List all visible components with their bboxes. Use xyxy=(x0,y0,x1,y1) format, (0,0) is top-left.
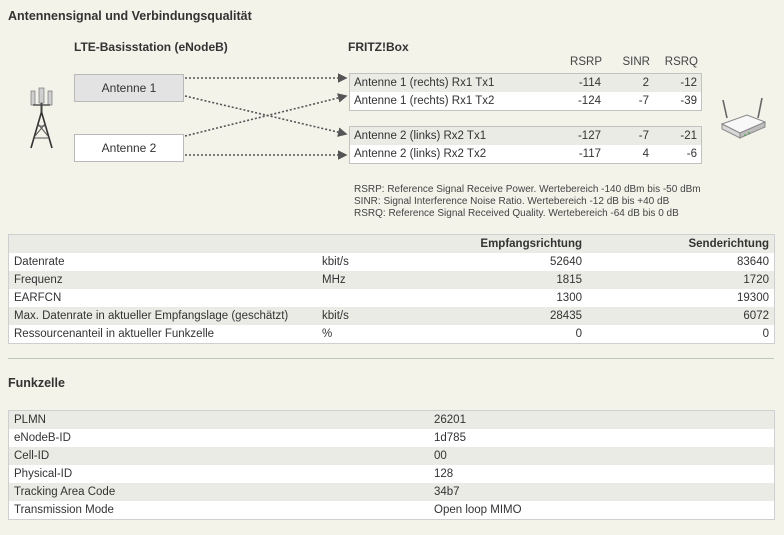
legend-rsrp: RSRP: Reference Signal Receive Power. Wertebereich -140 dBm bis -50 dBm xyxy=(354,184,701,195)
metric-legend xyxy=(354,184,701,220)
table-row xyxy=(9,325,774,343)
rx-row xyxy=(350,74,701,92)
enodeb-heading: LTE-Basisstation (eNodeB) xyxy=(74,40,228,54)
rx-row-label: Antenne 2 (links) Rx2 Tx1 xyxy=(354,130,487,142)
cell-value: 128 xyxy=(429,465,774,483)
cell-value: Open loop MIMO xyxy=(429,501,774,519)
section-title-signal: Antennensignal und Verbindungsqualität xyxy=(8,9,252,23)
rx-row-sinr: 4 xyxy=(642,148,649,160)
table-row xyxy=(9,447,774,465)
rx-row-sinr: -7 xyxy=(638,95,649,107)
rates-header-row xyxy=(9,235,774,253)
metric-header-sinr: SINR xyxy=(622,56,650,68)
rate-label: Max. Datenrate in aktueller Empfangslage (geschätzt) xyxy=(9,307,317,325)
enodeb-antenna-1: Antenne 1 xyxy=(74,74,184,102)
rates-table xyxy=(8,234,775,344)
cell-tower-icon xyxy=(26,86,58,150)
table-row xyxy=(9,253,774,271)
rates-header-tx: Senderichtung xyxy=(587,235,774,253)
rx-row xyxy=(350,92,701,110)
rate-tx: 1720 xyxy=(587,271,774,289)
rate-unit: % xyxy=(317,325,467,343)
enodeb-antenna-2: Antenne 2 xyxy=(74,134,184,162)
rate-unit xyxy=(317,289,467,307)
cell-value: 34b7 xyxy=(429,483,774,501)
cell-label: Transmission Mode xyxy=(9,501,429,519)
rate-unit: kbit/s xyxy=(317,253,467,271)
rx-row-sinr: 2 xyxy=(642,77,649,89)
metric-header-rsrq: RSRQ xyxy=(664,56,698,68)
cell-table xyxy=(8,410,775,520)
cell-label: eNodeB-ID xyxy=(9,429,429,447)
rx-row-sinr: -7 xyxy=(638,130,649,142)
cell-label: PLMN xyxy=(9,411,429,429)
cell-value: 1d785 xyxy=(429,429,774,447)
cell-value: 26201 xyxy=(429,411,774,429)
rx-row xyxy=(350,127,701,145)
rate-rx: 1300 xyxy=(467,289,587,307)
table-row xyxy=(9,307,774,325)
table-row xyxy=(9,501,774,519)
cell-label: Physical-ID xyxy=(9,465,429,483)
table-row xyxy=(9,483,774,501)
rx-row-label: Antenne 2 (links) Rx2 Tx2 xyxy=(354,148,487,160)
rates-header-rx: Empfangsrichtung xyxy=(467,235,587,253)
rate-tx: 83640 xyxy=(587,253,774,271)
cell-label: Tracking Area Code xyxy=(9,483,429,501)
rate-label: Datenrate xyxy=(9,253,317,271)
rx-row-rsrp: -124 xyxy=(577,95,601,107)
cell-value: 00 xyxy=(429,447,774,465)
fritzbox-heading: FRITZ!Box xyxy=(348,40,409,54)
rx-row-rsrq: -6 xyxy=(686,148,697,160)
cell-label: Cell-ID xyxy=(9,447,429,465)
rate-rx: 1815 xyxy=(467,271,587,289)
rate-rx: 0 xyxy=(467,325,587,343)
rate-tx: 6072 xyxy=(587,307,774,325)
rate-label: Ressourcenanteil in aktueller Funkzelle xyxy=(9,325,317,343)
table-row xyxy=(9,429,774,447)
table-row xyxy=(9,465,774,483)
rx-row-label: Antenne 1 (rechts) Rx1 Tx1 xyxy=(354,77,495,89)
antenna-connection-lines xyxy=(184,70,354,166)
rx-row-rsrp: -114 xyxy=(578,77,601,89)
table-row xyxy=(9,411,774,429)
rx-row-rsrp: -117 xyxy=(578,148,601,160)
table-row xyxy=(9,271,774,289)
table-row xyxy=(9,289,774,307)
rate-tx: 19300 xyxy=(587,289,774,307)
rx-row-rsrq: -21 xyxy=(680,130,697,142)
rate-unit: kbit/s xyxy=(317,307,467,325)
rx-row-rsrq: -12 xyxy=(680,77,697,89)
rate-rx: 28435 xyxy=(467,307,587,325)
rate-tx: 0 xyxy=(587,325,774,343)
rx-group-antenna-2 xyxy=(349,126,702,164)
rate-rx: 52640 xyxy=(467,253,587,271)
legend-sinr: SINR: Signal Interference Noise Ratio. Wertebereich -12 dB bis +40 dB xyxy=(354,196,670,207)
metric-header-rsrp: RSRP xyxy=(570,56,602,68)
section-divider xyxy=(8,358,774,359)
rate-label: Frequenz xyxy=(9,271,317,289)
section-title-cell: Funkzelle xyxy=(8,376,65,390)
router-icon xyxy=(719,96,767,142)
rx-row xyxy=(350,145,701,163)
rx-row-label: Antenne 1 (rechts) Rx1 Tx2 xyxy=(354,95,495,107)
legend-rsrq: RSRQ: Reference Signal Received Quality. Wertebereich -64 dB bis 0 dB xyxy=(354,208,679,219)
rx-row-rsrq: -39 xyxy=(680,95,697,107)
rate-unit: MHz xyxy=(317,271,467,289)
rx-group-antenna-1 xyxy=(349,73,702,111)
rx-row-rsrp: -127 xyxy=(577,130,601,142)
rate-label: EARFCN xyxy=(9,289,317,307)
